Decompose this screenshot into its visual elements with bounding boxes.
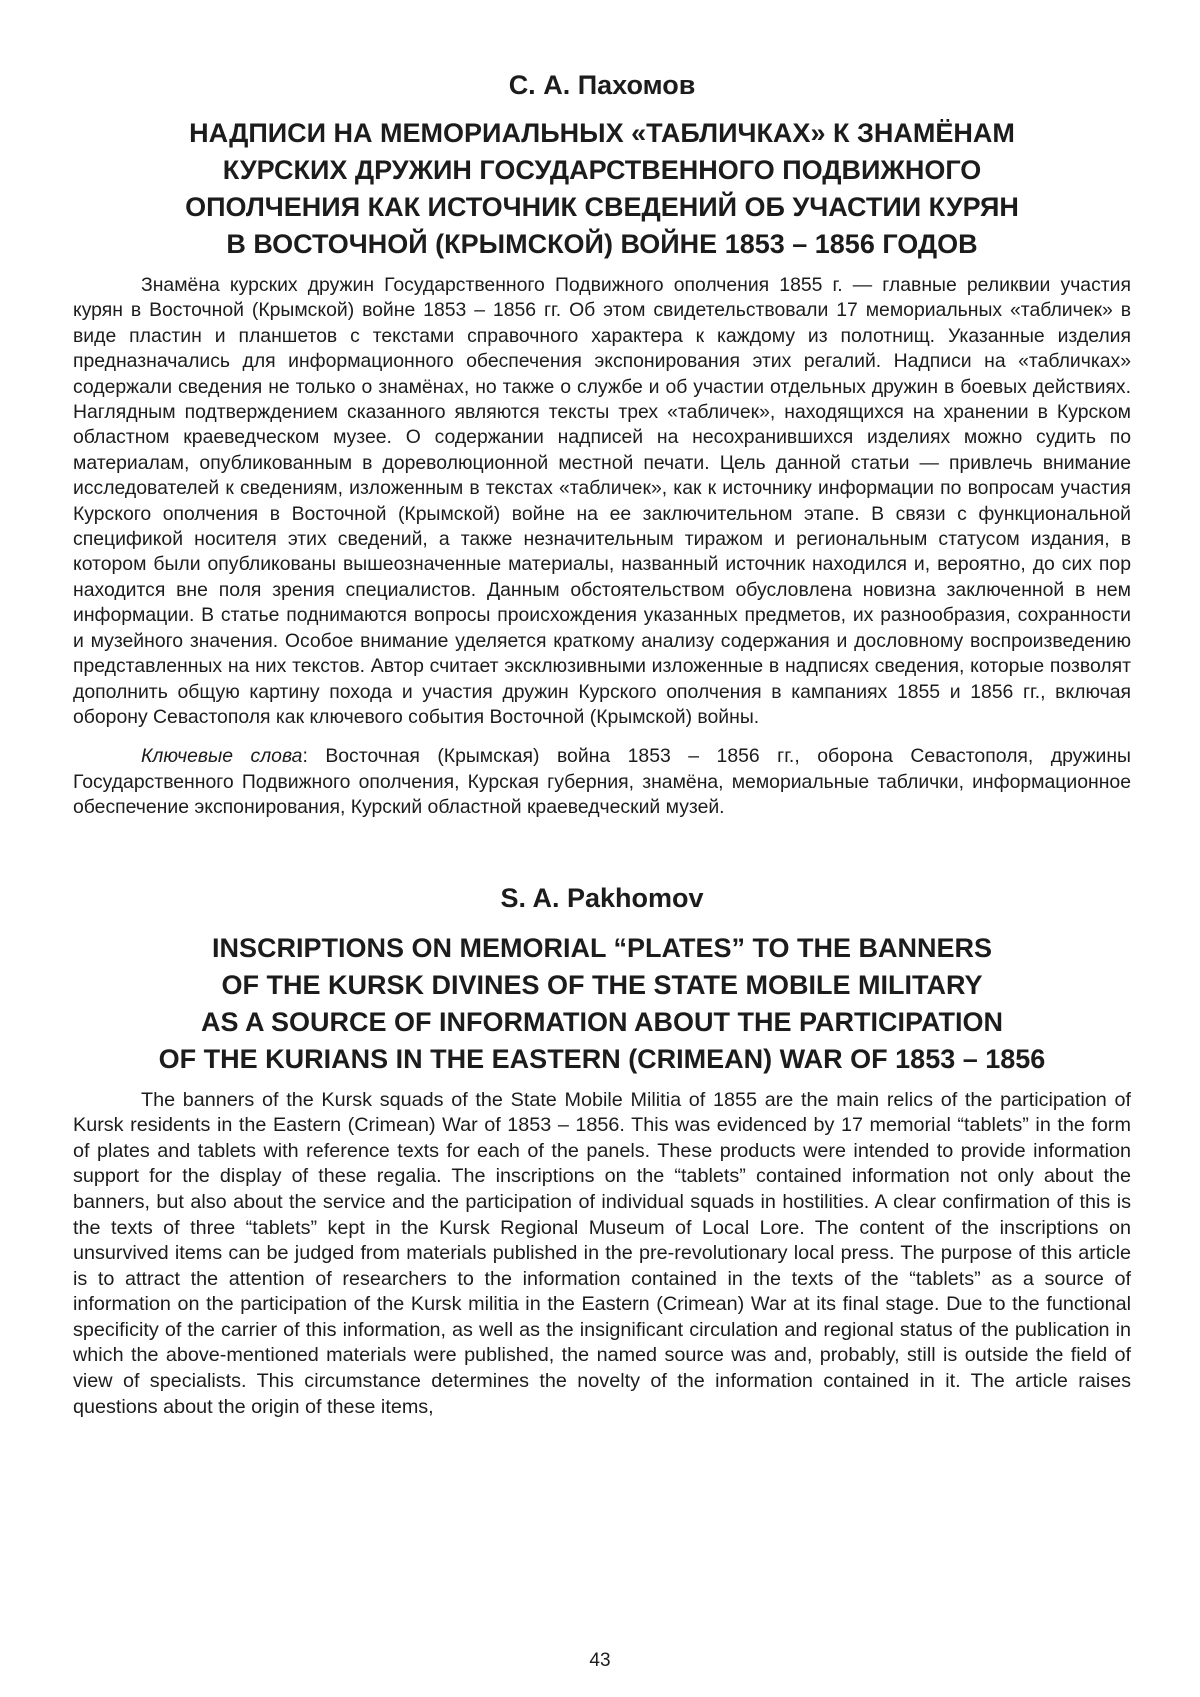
title-ru-line: В ВОСТОЧНОЙ (КРЫМСКОЙ) ВОЙНЕ 1853 – 1856 ГОДОВ	[226, 229, 978, 259]
page-number: 43	[589, 1650, 611, 1671]
title-en-line: AS A SOURCE OF INFORMATION ABOUT THE PARTICIPATION	[201, 1006, 1003, 1037]
author-ru: С. А. Пахомов	[508, 70, 696, 100]
author-en: S. A. Pakhomov	[500, 882, 704, 913]
title-ru-line: КУРСКИХ ДРУЖИН ГОСУДАРСТВЕННОГО ПОДВИЖНОГО	[222, 155, 982, 185]
title-ru	[73, 115, 1131, 263]
keywords-ru	[73, 744, 1131, 820]
title-ru-line: ОПОЛЧЕНИЯ КАК ИСТОЧНИК СВЕДЕНИЙ ОБ УЧАСТИИ КУРЯН	[185, 192, 1019, 222]
abstract-ru: Знамёна курских дружин Государственного Подвижного ополчения 1855 г. — главные реликвии участия курян в Восточной (Крымской) войне 1853 – 1856 гг. Об этом свидетельствовали 17 мемориальных «табличек» в виде пластин и планшетов с текстами справочного характера к каждому из полотнищ. Указанные изделия предназначались для информационного обеспечения экспонирования этих регалий. Надписи на «табличках» содержали сведения не только о знамёнах, но также о службе и об участии отдельных дружин в боевых действиях. Наглядным подтверждением сказанного являются тексты трех «табличек», находящихся на хранении в Курском областном краеведческом музее. О содержании надписей на несохранившихся изделиях можно судить по материалам, опубликованным в дореволюционной местной печати. Цель данной статьи — привлечь внимание исследователей к сведениям, изложенным в текстах «табличек», как к источнику информации по вопросам участия Курского ополчения в Восточной (Крымской) войне на ее заключительном этапе. В связи с функциональной спецификой носителя этих сведений, а также незначительным тиражом и региональным статусом издания, в котором были опубликованы вышеозначенные материалы, названный источник находился и, вероятно, до сих пор находится вне поля зрения специалистов. Данным обстоятельством обусловлена новизна заключенной в нем информации. В статье поднимаются вопросы происхождения указанных предметов, их разнообразия, сохранности и музейного значения. Особое внимание уделяется краткому анализу содержания и дословному воспроизведению представленных на них текстов. Автор считает эксклюзивными изложенные в надписях сведения, которые позволят дополнить общую картину похода и участия дружин Курского ополчения в кампаниях 1855 и 1856 гг., включая оборону Севастополя как ключевого события Восточной (Крымской) войны.	[73, 274, 1131, 728]
keywords-label: Ключевые слова	[141, 745, 303, 768]
title-en-line: OF THE KURIANS IN THE EASTERN (CRIMEAN) WAR OF 1853 – 1856	[158, 1043, 1046, 1074]
keywords-text: : Восточная (Крымская) война 1853 – 1856 гг., оборона Севастополя, дружины Государственного Подвижного ополчения, Курская губерния, знамёна, мемориальные таблички, информационное обеспечение экспонирования, Курский областной краеведческий музей.	[73, 745, 1131, 819]
title-ru-line: НАДПИСИ НА МЕМОРИАЛЬНЫХ «ТАБЛИЧКАХ» К ЗНАМЁНАМ	[189, 118, 1015, 148]
page	[73, 0, 1131, 1420]
title-en-line: INSCRIPTIONS ON MEMORIAL “PLATES” TO THE BANNERS	[211, 932, 993, 963]
title-en-line: OF THE KURSK DIVINES OF THE STATE MOBILE MILITARY	[221, 969, 983, 1000]
title-en	[73, 930, 1131, 1078]
abstract-en: The banners of the Kursk squads of the State Mobile Militia of 1855 are the main relics of the participation of Kursk residents in the Eastern (Crimean) War of 1853 – 1856. This was evidenced by 17 memorial “tablets” in the form of plates and tablets with reference texts for each of the panels. These products were intended to provide information support for the display of these regalia. The inscriptions on the “tablets” contained information not only about the banners, but also about the service and the participation of individual squads in hostilities. A clear confirmation of this is the texts of three “tablets” kept in the Kursk Regional Museum of Local Lore. The content of the inscriptions on unsurvived items can be judged from materials published in the pre-revolutionary local press. The purpose of this article is to attract the attention of researchers to the information contained in the texts of the “tablets” as a source of information on the participation of the Kursk militia in the Eastern (Crimean) War at its final stage. Due to the functional specificity of the carrier of this information, as well as the insignificant circulation and regional status of the publication in which the above-mentioned materials were published, the named source was and, probably, still is outside the field of view of specialists. This circumstance determines the novelty of the information contained in it. The article raises questions about the origin of these items,	[73, 1088, 1131, 1418]
